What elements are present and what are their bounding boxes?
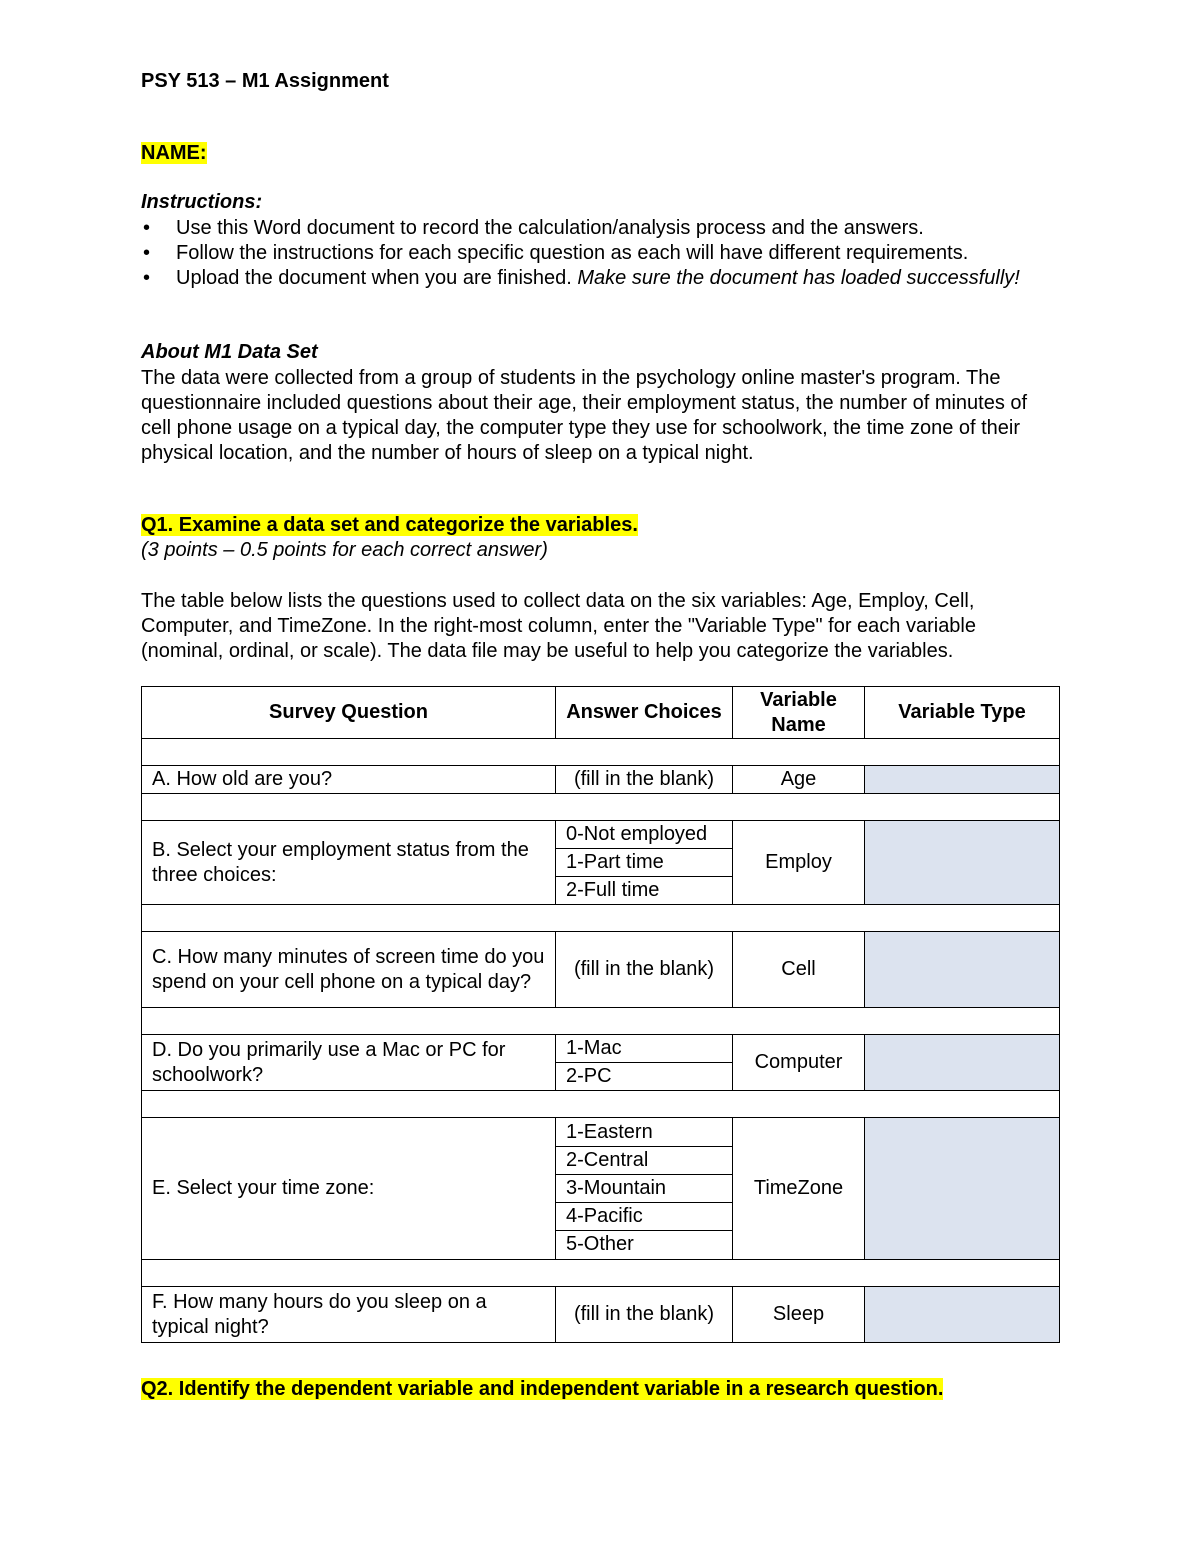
choice-cell: 0-Not employed [556, 821, 732, 849]
table-row [142, 1118, 1060, 1260]
variable-name-cell: Age [733, 766, 865, 794]
variable-name-cell: TimeZone [733, 1118, 865, 1260]
table-row [142, 821, 1060, 905]
choice-cell: 1-Mac [556, 1035, 732, 1063]
question-cell: D. Do you primarily use a Mac or PC for schoolwork? [142, 1035, 556, 1091]
choices-cell [556, 821, 733, 905]
instruction-item: • Follow the instructions for each specific question as each will have different requirements. [141, 241, 1041, 266]
spacer-row [142, 794, 1060, 821]
variable-name-cell: Cell [733, 932, 865, 1008]
variable-type-input[interactable] [865, 766, 1060, 794]
choice-cell: 4-Pacific [556, 1203, 732, 1231]
document-title: PSY 513 – M1 Assignment [141, 70, 389, 92]
table-header-row [142, 687, 1060, 739]
table-row [142, 932, 1060, 1008]
variable-name-cell: Sleep [733, 1287, 865, 1343]
spacer-row [142, 1091, 1060, 1118]
choice-cell: (fill in the blank) [556, 766, 733, 794]
spacer-row [142, 1008, 1060, 1035]
choice-cell: 2-PC [566, 1065, 612, 1087]
choices-list [556, 1035, 732, 1090]
spacer-row [142, 1260, 1060, 1287]
choice-cell: (fill in the blank) [556, 1287, 733, 1343]
question-cell: F. How many hours do you sleep on a typical night? [142, 1287, 556, 1343]
variable-name-cell: Employ [733, 821, 865, 905]
choice-cell: (fill in the blank) [556, 932, 733, 1008]
question-cell: E. Select your time zone: [142, 1118, 556, 1260]
choice-cell: 2-Full time [566, 879, 660, 901]
table-row [142, 766, 1060, 794]
table-row [142, 1287, 1060, 1343]
variable-name-cell: Computer [733, 1035, 865, 1091]
variable-type-input[interactable] [865, 932, 1060, 1008]
q1-title: Q1. Examine a data set and categorize the variables. [141, 514, 638, 536]
about-body: The data were collected from a group of students in the psychology online master's program. The questionnaire included questions about their age, their employment status, the number of minutes of cell phone usage on a typical day, the computer type they use for schoolwork, the time zone of their physical location, and the number of hours of sleep on a typical night. [141, 367, 1028, 464]
spacer-row [142, 905, 1060, 932]
about-heading: About M1 Data Set [141, 341, 318, 363]
choices-cell [556, 1118, 733, 1260]
instruction-item: • Use this Word document to record the calculation/analysis process and the answers. [141, 216, 1041, 241]
question-cell: A. How old are you? [142, 766, 556, 794]
header-survey-question: Survey Question [142, 687, 556, 739]
q1-points: (3 points – 0.5 points for each correct answer) [141, 539, 548, 561]
header-answer-choices: Answer Choices [556, 687, 733, 739]
choice-cell: 2-Central [556, 1147, 732, 1175]
instruction-item: • Upload the document when you are finished. Make sure the document has loaded successfully! [141, 266, 1041, 291]
variable-type-input[interactable] [865, 1287, 1060, 1343]
instructions-heading: Instructions: [141, 191, 263, 213]
choice-cell: 1-Eastern [556, 1119, 732, 1147]
choices-list [556, 821, 732, 904]
choice-cell: 1-Part time [556, 849, 732, 877]
variable-type-input[interactable] [865, 1118, 1060, 1260]
variables-table [141, 686, 1060, 1343]
header-variable-type: Variable Type [865, 687, 1060, 739]
variable-type-input[interactable] [865, 821, 1060, 905]
name-label: NAME: [141, 142, 207, 164]
choices-list [556, 1119, 732, 1258]
instructions-list [141, 216, 1041, 291]
choice-cell: 5-Other [566, 1233, 634, 1255]
choice-cell: 3-Mountain [556, 1175, 732, 1203]
header-variable-name: Variable Name [733, 687, 865, 739]
q1-body: The table below lists the questions used to collect data on the six variables: Age, Employ, Cell, Computer, and TimeZone. In the right-most column, enter the "Variable Type" for each variable (nominal, ordinal, or scale). The data file may be useful to help you categorize the variables. [141, 590, 976, 662]
choices-cell [556, 1035, 733, 1091]
q2-title: Q2. Identify the dependent variable and independent variable in a research question. [141, 1378, 944, 1400]
table-row [142, 1035, 1060, 1091]
spacer-row [142, 739, 1060, 766]
variable-type-input[interactable] [865, 1035, 1060, 1091]
question-cell: B. Select your employment status from the three choices: [142, 821, 556, 905]
question-cell: C. How many minutes of screen time do you spend on your cell phone on a typical day? [142, 932, 556, 1008]
